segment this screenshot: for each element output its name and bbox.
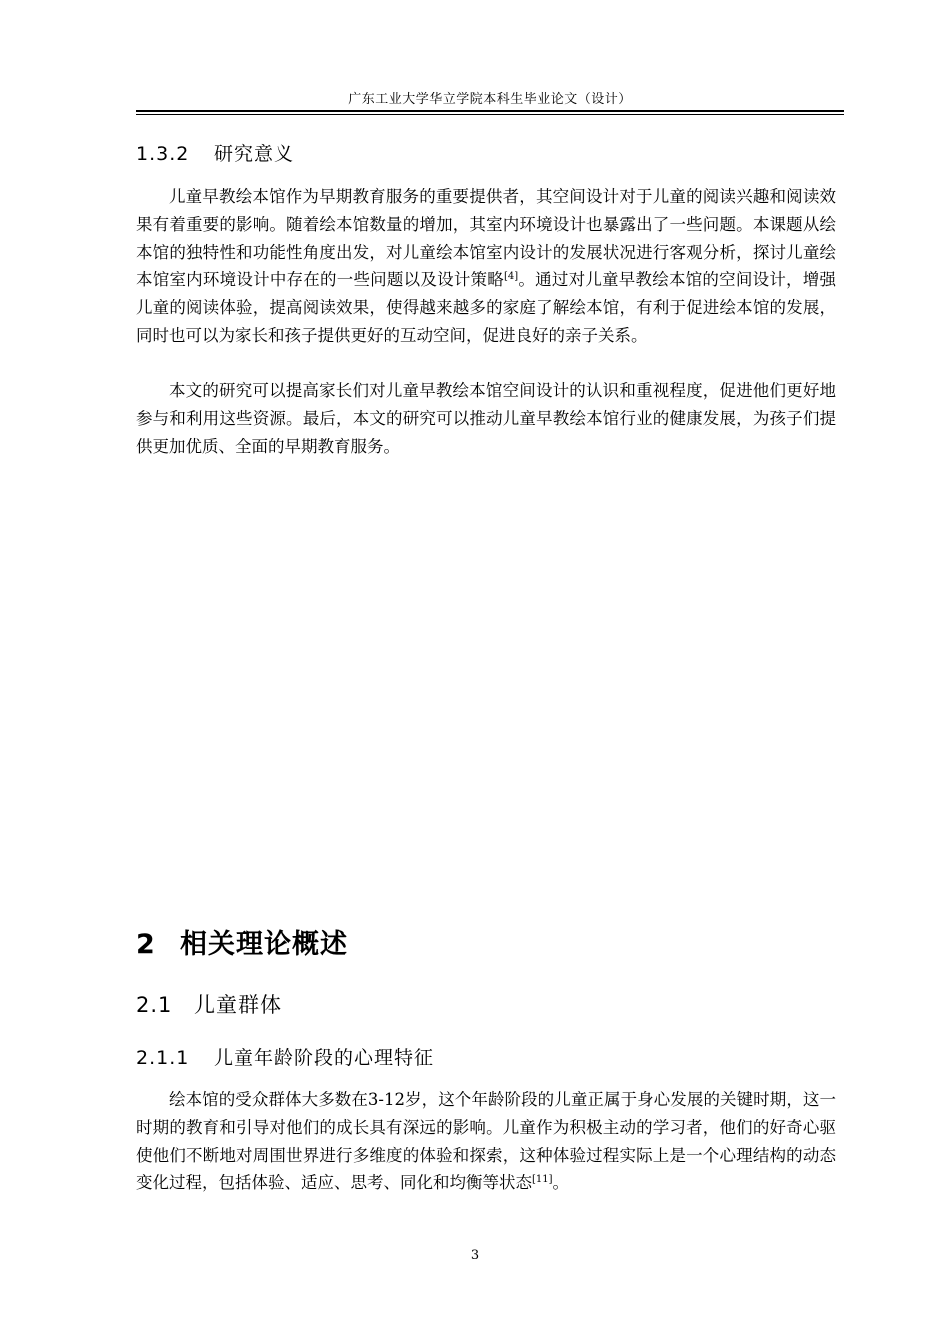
paragraph-text: 绘本馆的受众群体大多数在3-12岁，这个年龄阶段的儿童正属于身心发展的关键时期，这一时期的教育和引导对他们的成长具有深远的影响。儿童作为积极主动的学习者，他们的好奇心驱使他们不断地对周围世界进行多维度的体验和探索，这种体验过程实际上是一个心理结构的动态变化过程，包括体验、适应、思考、同化和均衡等状态	[136, 1090, 836, 1193]
section-heading-2-1	[136, 989, 282, 1019]
page-number: 3	[470, 1248, 480, 1263]
section-heading-1-3-2	[136, 139, 294, 166]
paragraph	[136, 377, 836, 460]
paragraph-text: 。	[552, 1173, 570, 1193]
header-rule-thin	[136, 114, 844, 115]
chapter-heading-2	[136, 922, 348, 961]
section-heading-2-1-1	[136, 1043, 434, 1070]
running-header: 广东工业大学华立学院本科生毕业论文（设计）	[348, 92, 632, 107]
paragraph-text: 。通过对儿童早教绘本馆的空间设计，增强儿童的阅读体验，提高阅读效果，使得越来越多的家庭了解绘本馆，有利于促进绘本馆的发展，同时也可以为家长和孩子提供更好的互动空间，促进良好的亲子关系。	[136, 270, 837, 345]
chapter-number: 2	[136, 929, 156, 960]
section-number: 2.1.1	[136, 1047, 190, 1069]
section-title: 儿童年龄阶段的心理特征	[214, 1047, 435, 1069]
section-number: 2.1	[136, 993, 173, 1017]
section-title: 研究意义	[214, 143, 295, 165]
citation-ref: [4]	[504, 271, 519, 283]
chapter-title: 相关理论概述	[180, 929, 348, 960]
header-rule	[136, 110, 844, 112]
paragraph-text: 本文的研究可以提高家长们对儿童早教绘本馆空间设计的认识和重视程度，促进他们更好地参与和利用这些资源。最后，本文的研究可以推动儿童早教绘本馆行业的健康发展，为孩子们提供更加优质、全面的早期教育服务。	[136, 381, 836, 456]
paragraph-text: 儿童早教绘本馆作为早期教育服务的重要提供者，其空间设计对于儿童的阅读兴趣和阅读效果有着重要的影响。随着绘本馆数量的增加，其室内环境设计也暴露出了一些问题。本课题从绘本馆的独特性和功能性角度出发，对儿童绘本馆室内设计的发展状况进行客观分析，探讨儿童绘本馆室内环境设计中存在的一些问题以及设计策略	[136, 187, 836, 290]
paragraph	[136, 183, 836, 350]
section-number: 1.3.2	[136, 143, 190, 165]
citation-ref: [11]	[532, 1174, 553, 1186]
section-title: 儿童群体	[194, 993, 282, 1017]
paragraph	[136, 1086, 836, 1197]
